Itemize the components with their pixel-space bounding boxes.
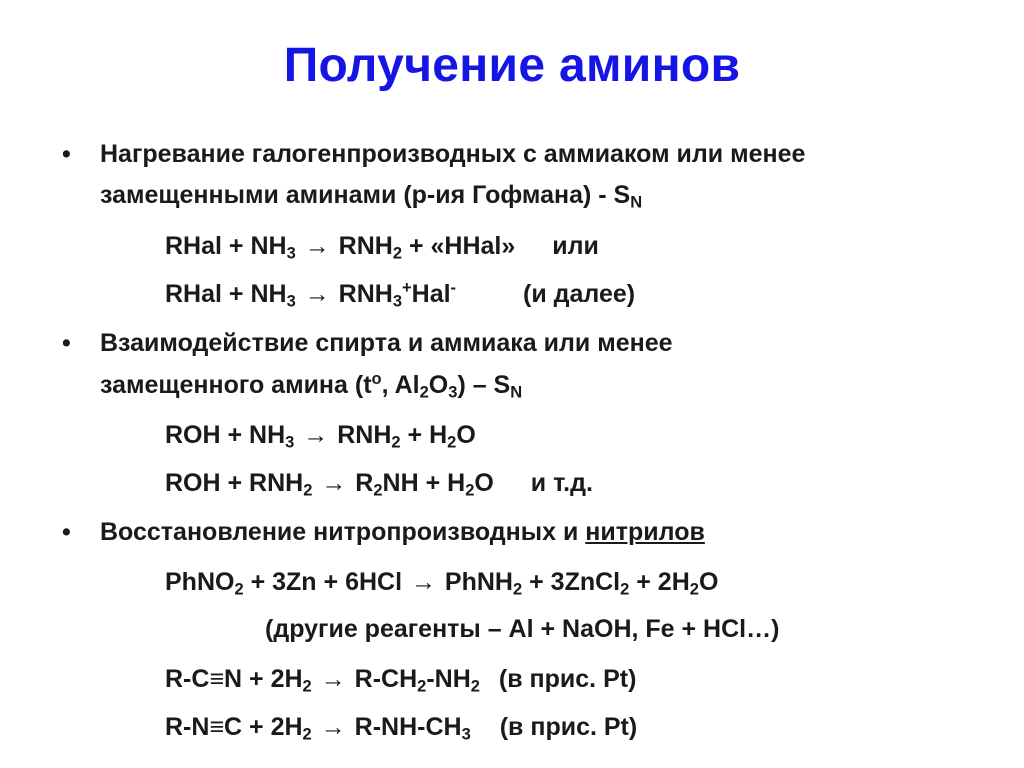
equation-5-note: (другие реагенты – Al + NaOH, Fe + HCl…) [265,615,780,643]
arrow-icon: → [304,280,330,308]
bullet-2: • [62,329,71,357]
equation-3: ROH + $NH_3 \to RNH_2 + H_2O$ [165,421,476,452]
section-1-line-1: Нагревание галогенпроизводных с аммиаком или менее [100,140,806,168]
equation-4: ROH + $RNH_2 \to R_2NH + H_2O$ и т.д. [165,469,593,500]
equation-2: RHal + $NH_3 \to RNH_3^+Hal^-$ (и далее) [165,278,636,311]
equation-6: $R-C\equiv N + 2H_2 \to R-CH_2-NH_2$ (в прис. Pt) [165,665,637,696]
section-1-line-2: замещенными аминами (р-ия Гофмана) - $S_N$ [100,181,643,212]
bullet-3: • [62,518,71,546]
arrow-icon: → [410,568,436,596]
equation-1: RHal + $NH_3 \to RNH_2$ + «HHal» или [165,232,599,263]
arrow-icon: → [303,421,329,449]
triple-bond-icon: ≡ [209,665,225,693]
equation-7: $R-N\equiv C + 2H_2 \to R-NH-CH_3$ (в прис. Pt) [165,713,638,744]
section-3-line-1: Восстановление нитропроизводных и нитрилов [100,518,705,546]
triple-bond-icon: ≡ [209,713,225,741]
underlined-term: нитрилов [585,518,705,546]
arrow-icon: → [321,469,347,497]
section-2-line-2: замещенного амина ($t^o$, $Al_2O_3) - S_N$ [100,369,523,402]
arrow-icon: → [304,232,330,260]
bullet-1: • [62,140,71,168]
arrow-icon: → [320,713,346,741]
equation-5: PhNO$_2$ + 3Zn + 6HCl → PhNH$_2$ + 3ZnCl$_2$ + $2H_2O$ [165,568,719,599]
slide-title: Получение аминов [283,39,741,92]
arrow-icon: → [320,665,346,693]
section-2-line-1: Взаимодействие спирта и аммиака или менее [100,329,673,357]
